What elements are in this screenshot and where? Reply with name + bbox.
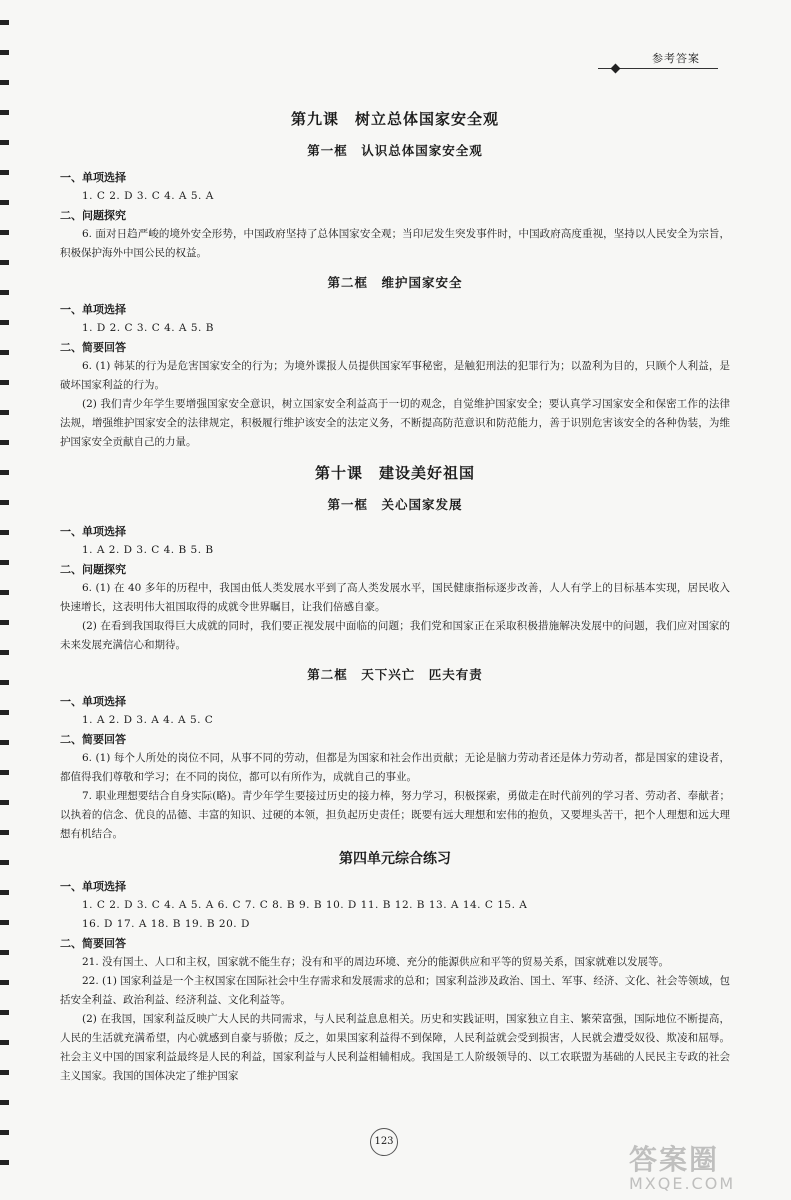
answer-line: 1. A 2. D 3. C 4. B 5. B — [82, 544, 214, 556]
binding-mark — [0, 140, 9, 145]
binding-mark — [0, 1040, 9, 1045]
binding-mark — [0, 440, 9, 445]
lesson9-frame1-title: 第一框 认识总体国家安全观 — [307, 143, 483, 158]
binding-mark — [0, 740, 9, 745]
section-heading: 二、简要回答 — [60, 937, 126, 950]
binding-mark — [0, 500, 9, 505]
binding-mark — [0, 470, 9, 475]
answer-line: 1. C 2. D 3. C 4. A 5. A 6. C 7. C 8. B 9. B 10. D 11. B 12. B 13. A 14. C 15. A — [82, 899, 528, 911]
binding-mark — [0, 890, 9, 895]
binding-mark — [0, 860, 9, 865]
binding-mark — [0, 350, 9, 355]
lesson9-title: 第九课 树立总体国家安全观 — [290, 110, 499, 128]
binding-mark — [0, 230, 9, 235]
binding-mark — [0, 830, 9, 835]
binding-mark — [0, 950, 9, 955]
binding-mark — [0, 560, 9, 565]
section-heading: 二、简要回答 — [60, 341, 126, 354]
binding-mark — [0, 380, 9, 385]
section-heading: 一、单项选择 — [60, 695, 126, 708]
binding-mark — [0, 530, 9, 535]
section-heading: 二、问题探究 — [60, 209, 126, 222]
binding-mark — [0, 770, 9, 775]
answer-paragraph: 21. 没有国土、人口和主权，国家就不能生存；没有和平的周边环境、充分的能源供应和平等的贸易关系，国家就难以发展等。 — [82, 956, 670, 968]
unit4-title: 第四单元综合练习 — [339, 851, 451, 867]
lesson10-title: 第十课 建设美好祖国 — [314, 464, 475, 482]
binding-mark — [0, 1010, 9, 1015]
lesson10-frame2-title: 第二框 天下兴亡 匹夫有责 — [307, 667, 483, 682]
answer-paragraph: 6. (1) 每个人所处的岗位不同，从事不同的劳动，但都是为国家和社会作出贡献；无论是脑力劳动者还是体力劳动者，都是国家的建设者，都值得我们尊敬和学习；在不同的岗位，都可以有所作为，成就自己的事业。 — [60, 752, 730, 783]
section-heading: 一、单项选择 — [60, 171, 126, 184]
binding-mark — [0, 1160, 9, 1165]
binding-mark — [0, 590, 9, 595]
answer-paragraph: (2) 在我国，国家利益反映广大人民的共同需求，与人民利益息息相关。历史和实践证明，国家独立自主、繁荣富强，国际地位不断提高，人民的生活就充满希望，内心就感到自豪与骄傲；反之，如果国家利益得不到保障，人民利益就会受到损害，人民就会遭受奴役、欺凌和屈辱。社会主义中国的国家利益最终是人民的利益，国家利益与人民利益相辅相成。我国是工人阶级领导的、以工农联盟为基础的人民民主专政的社会主义国家。我国的国体决定了维护国家 — [60, 1013, 730, 1082]
answer-paragraph: 6. 面对日趋严峻的境外安全形势，中国政府坚持了总体国家安全观；当印尼发生突发事件时，中国政府高度重视，坚持以人民安全为宗旨，积极保护海外中国公民的权益。 — [60, 228, 730, 259]
watermark-sub: MXQE.COM — [629, 1174, 736, 1193]
binding-mark — [0, 290, 9, 295]
section-heading: 二、简要回答 — [60, 733, 126, 746]
binding-mark — [0, 110, 9, 115]
answer-line: 1. C 2. D 3. C 4. A 5. A — [82, 190, 214, 202]
binding-mark — [0, 1130, 9, 1135]
section-heading: 一、单项选择 — [60, 303, 126, 316]
binding-mark — [0, 980, 9, 985]
binding-mark — [0, 200, 9, 205]
section-heading: 一、单项选择 — [60, 525, 126, 538]
binding-mark — [0, 620, 9, 625]
binding-mark — [0, 650, 9, 655]
answer-paragraph: 6. (1) 在 40 多年的历程中，我国由低人类发展水平到了高人类发展水平，国民健康指标逐步改善，人人有学上的目标基本实现，居民收入快速增长，这表明伟大祖国取得的成就令世界瞩目，让我们倍感自豪。 — [60, 582, 730, 613]
answer-line: 16. D 17. A 18. B 19. B 20. D — [82, 918, 250, 930]
binding-mark — [0, 320, 9, 325]
binding-mark — [0, 680, 9, 685]
answer-paragraph: (2) 我们青少年学生要增强国家安全意识，树立国家安全利益高于一切的观念，自觉维护国家安全；要认真学习国家安全和保密工作的法律法规，增强维护国家安全的法律规定，积极履行维护该安全的法定义务，不断提高防范意识和防范能力，善于识别危害该安全的各种伪装，为维护国家安全贡献自己的力量。 — [60, 398, 730, 448]
binding-mark — [0, 20, 9, 25]
answer-paragraph: 7. 职业理想要结合自身实际(略)。青少年学生要接过历史的接力棒，努力学习，积极探索，勇做走在时代前列的学习者、劳动者、奉献者；以执着的信念、优良的品德、丰富的知识、过硬的本领，担负起历史责任；既要有远大理想和宏伟的抱负，又要埋头苦干，把个人理想和远大理想有机结合。 — [60, 790, 730, 840]
watermark-main: 答案圈 — [629, 1143, 720, 1176]
section-heading: 一、单项选择 — [60, 880, 126, 893]
answer-paragraph: 6. (1) 韩某的行为是危害国家安全的行为；为境外谍报人员提供国家军事秘密，是触犯刑法的犯罪行为；以盈利为目的，只顾个人利益，是破坏国家利益的行为。 — [60, 360, 730, 391]
binding-mark — [0, 710, 9, 715]
binding-mark — [0, 800, 9, 805]
binding-edge — [0, 0, 12, 1200]
diamond-icon — [611, 64, 621, 74]
header-label: 参考答案 — [652, 52, 700, 65]
binding-mark — [0, 170, 9, 175]
binding-mark — [0, 410, 9, 415]
binding-mark — [0, 920, 9, 925]
answer-content — [60, 110, 730, 1086]
section-heading: 二、问题探究 — [60, 563, 126, 576]
answer-paragraph: 22. (1) 国家利益是一个主权国家在国际社会中生存需求和发展需求的总和；国家利益涉及政治、国土、军事、经济、文化、社会等领域，包括安全利益、政治利益、经济利益、文化利益等。 — [60, 975, 730, 1006]
lesson10-frame1-title: 第一框 关心国家发展 — [327, 497, 463, 512]
binding-mark — [0, 260, 9, 265]
answer-line: 1. D 2. C 3. C 4. A 5. B — [82, 322, 214, 334]
answer-paragraph: (2) 在看到我国取得巨大成就的同时，我们要正视发展中面临的问题；我们党和国家正在采取积极措施解决发展中的问题，我们应对国家的未来发展充满信心和期待。 — [60, 620, 730, 651]
page-number: 123 — [370, 1128, 398, 1156]
answer-line: 1. A 2. D 3. A 4. A 5. C — [82, 714, 214, 726]
binding-mark — [0, 1070, 9, 1075]
binding-mark — [0, 50, 9, 55]
lesson9-frame2-title: 第二框 维护国家安全 — [327, 275, 463, 290]
binding-mark — [0, 1100, 9, 1105]
binding-mark — [0, 80, 9, 85]
watermark-logo — [629, 1138, 779, 1196]
